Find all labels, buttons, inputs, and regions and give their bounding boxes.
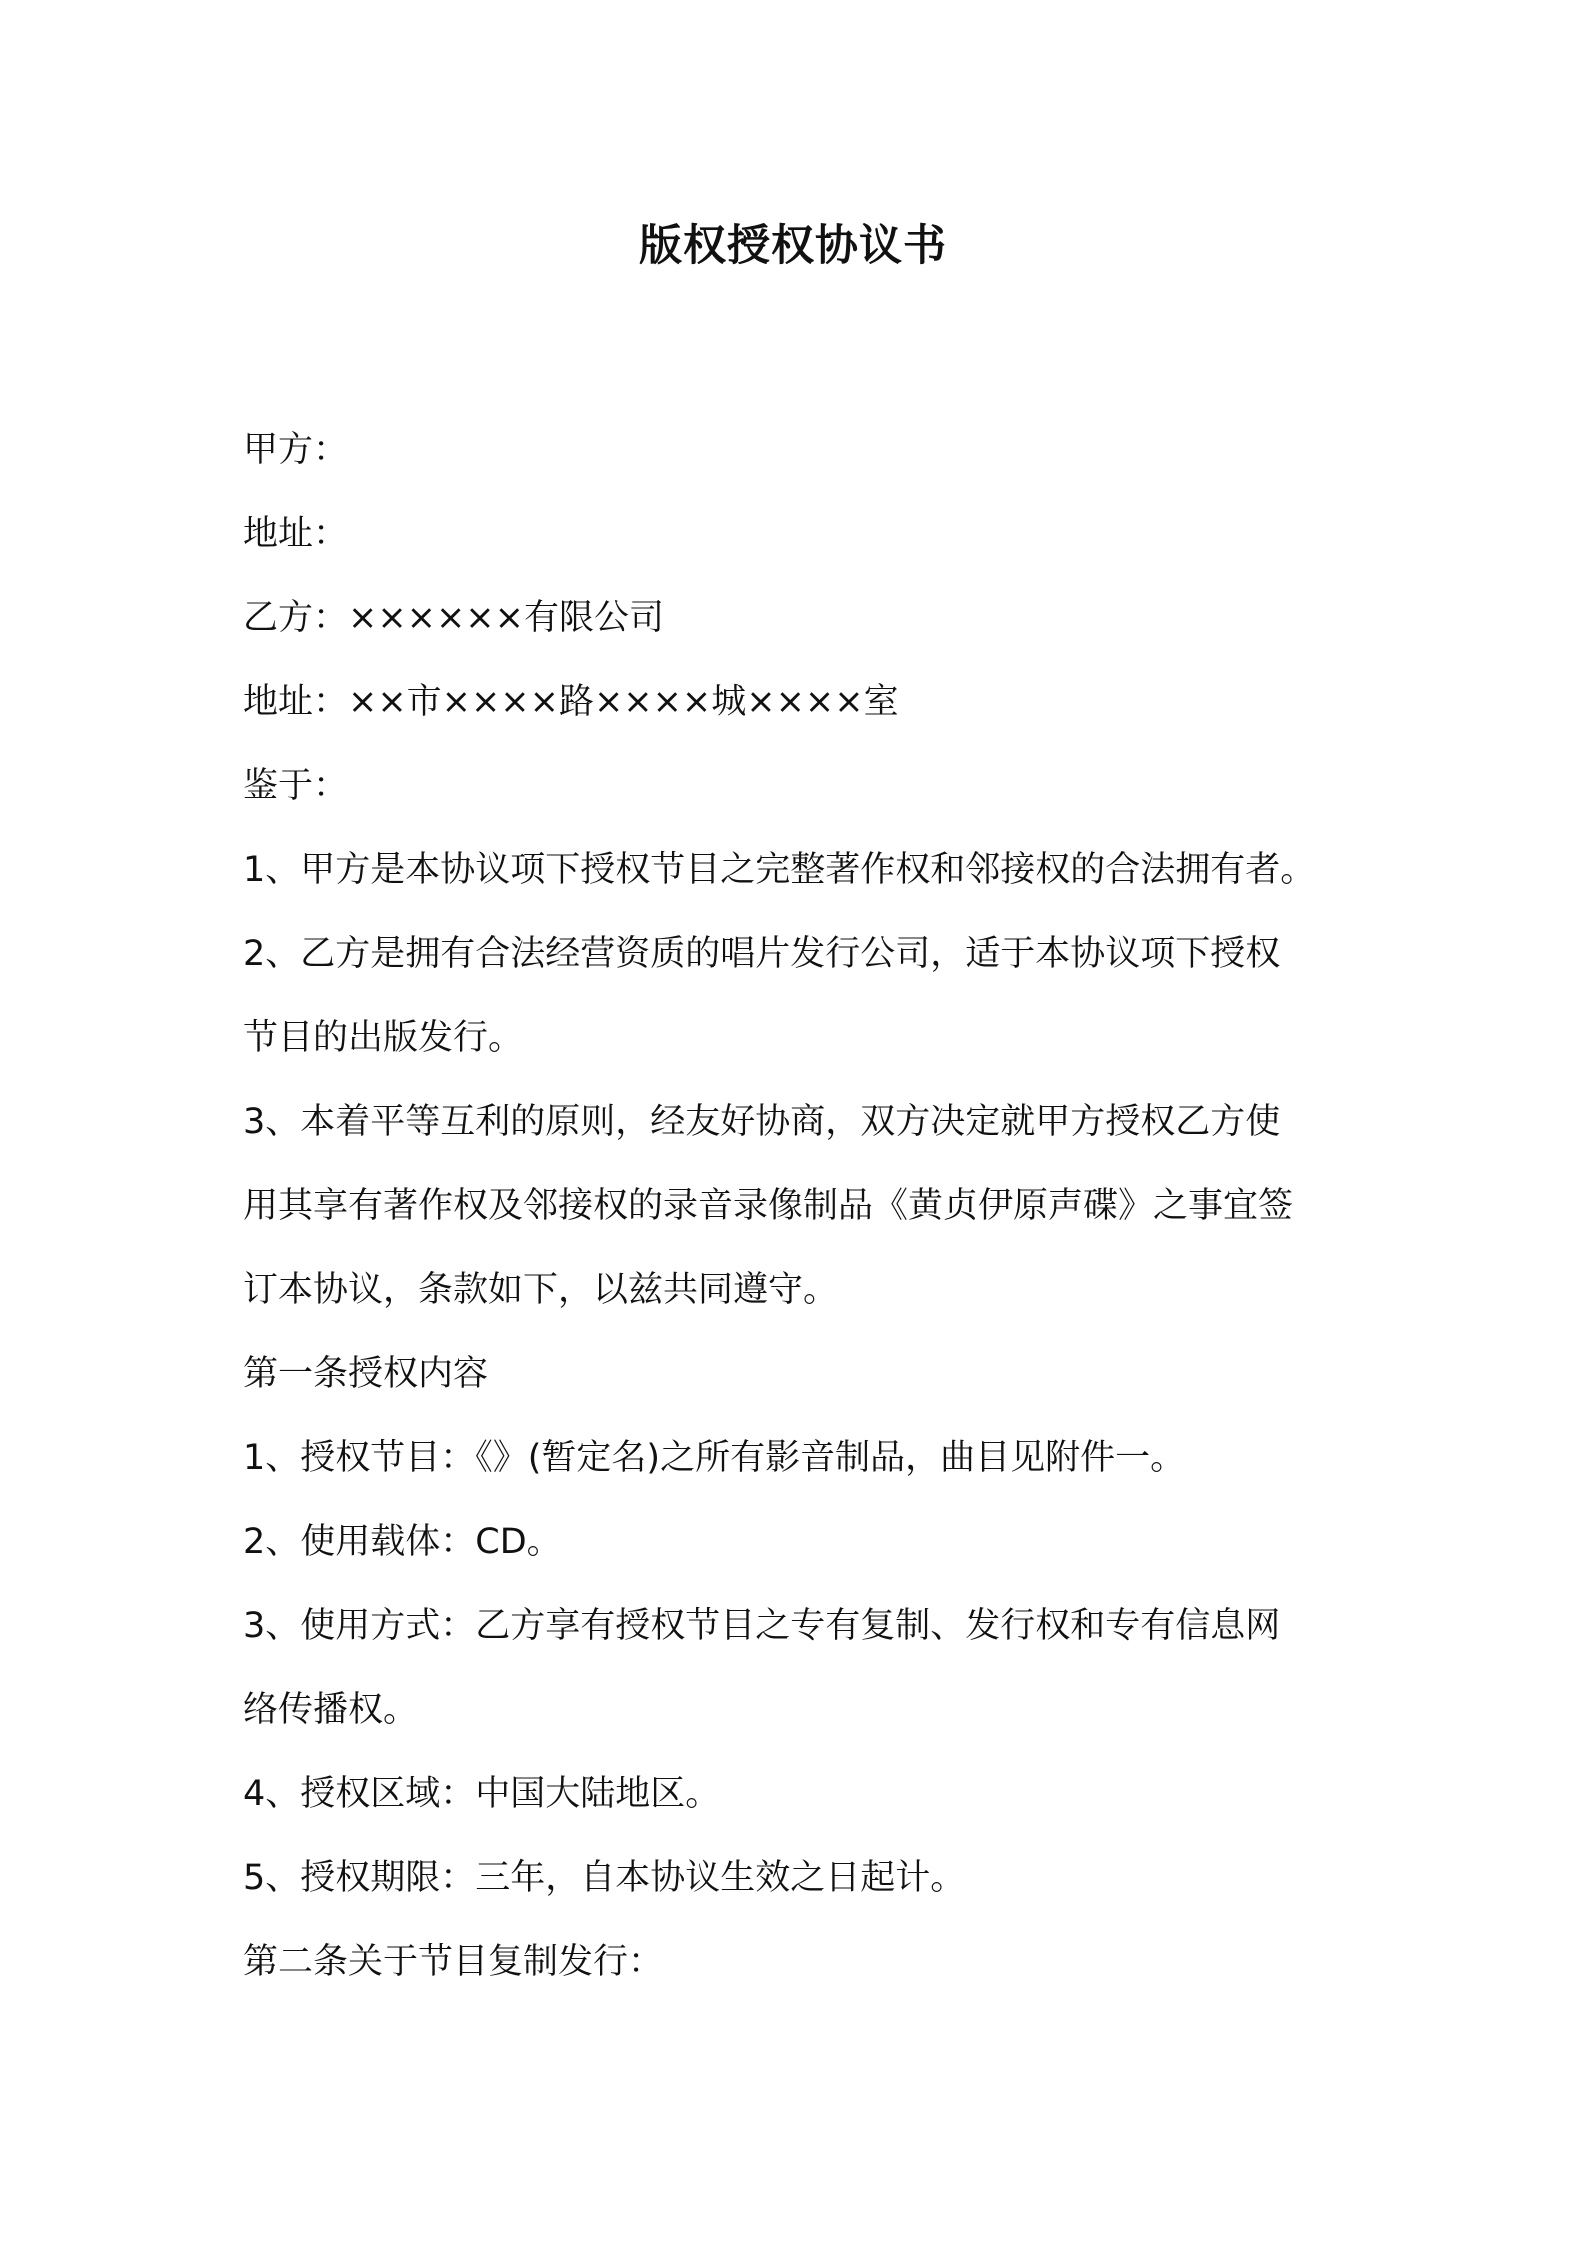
text-line: 地址：××市××××路××××城××××室 [243,682,899,722]
text-line: 订本协议，条款如下，以兹共同遵守。 [243,1270,839,1310]
text-line: 节目的出版发行。 [243,1018,524,1058]
text-line: 甲方： [243,430,349,470]
section-heading: 第二条关于节目复制发行： [243,1942,664,1982]
text-line: 3、使用方式：乙方享有授权节目之专有复制、发行权和专有信息网 [243,1606,1281,1646]
text-line: 1、甲方是本协议项下授权节目之完整著作权和邻接权的合法拥有者。 [243,850,1316,890]
text-line: 3、本着平等互利的原则，经友好协商，双方决定就甲方授权乙方使 [243,1102,1281,1142]
text-line: 络传播权。 [243,1690,419,1730]
text-line: 2、乙方是拥有合法经营资质的唱片发行公司，适于本协议项下授权 [243,934,1281,974]
text-line: 5、授权期限：三年，自本协议生效之日起计。 [243,1858,966,1898]
text-line: 用其享有著作权及邻接权的录音录像制品《黄贞伊原声碟》之事宜签 [243,1186,1294,1226]
document-title: 版权授权协议书 [639,221,947,271]
text-line: 2、使用载体：CD。 [243,1522,562,1562]
section-heading: 第一条授权内容 [243,1354,489,1394]
text-line: 地址： [243,514,349,554]
text-line: 鉴于： [243,766,349,806]
text-line: 4、授权区域：中国大陆地区。 [243,1774,721,1814]
document-body [243,408,1363,2004]
text-line: 1、授权节目：《》(暂定名)之所有影音制品，曲目见附件一。 [243,1438,1186,1478]
text-line: 乙方：××××××有限公司 [243,598,664,638]
